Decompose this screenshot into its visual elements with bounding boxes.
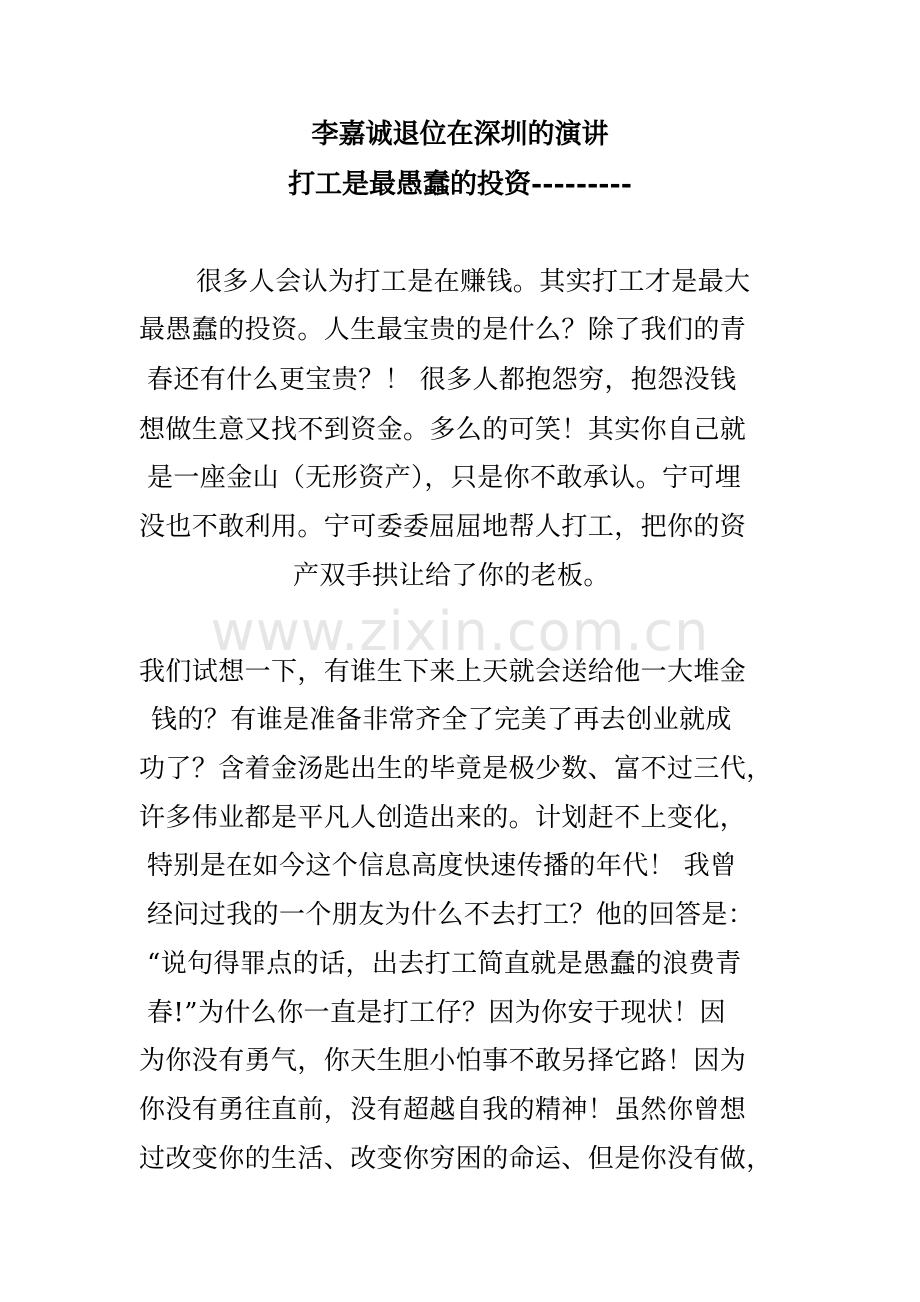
paragraph-2-line-5: 特别是在如今这个信息高度快速传播的年代！ 我曾 [147,851,737,881]
paragraph-2-line-8: 春!”为什么你一直是打工仔？因为你安于现状！因 [147,998,726,1028]
paragraph-2-line-11: 过改变你的生活、改变你穷困的命运、但是你没有做， [139,1144,773,1174]
document-subtitle: 打工是最愚蠢的投资--------- [288,169,632,200]
paragraph-2-line-4: 许多伟业都是平凡人创造出来的。计划赶不上变化， [139,803,747,833]
paragraph-1-line-1: 很多人会认为打工是在赚钱。其实打工才是最大 [196,267,751,297]
paragraph-1-line-2: 最愚蠢的投资。人生最宝贵的是什么？除了我们的青 [139,315,747,345]
paragraph-1-line-3: 春还有什么更宝贵？！ 很多人都抱怨穷，抱怨没钱 [147,365,737,395]
paragraph-1-line-6: 没也不敢利用。宁可委委屈屈地帮人打工，把你的资 [139,512,747,542]
paragraph-2-line-7: “说句得罪点的话，出去打工简直就是愚蠢的浪费青 [147,949,742,979]
watermark: www.zixin.com.cn [210,600,710,663]
paragraph-2-line-1: 我们试想一下，有谁生下来上天就会送给他一大堆金 [139,657,747,687]
paragraph-2-line-9: 为你没有勇气，你天生胆小怕事不敢另择它路！因为 [139,1046,747,1076]
paragraph-2-line-6: 经问过我的一个朋友为什么不去打工？他的回答是： [147,900,755,930]
paragraph-1-line-4: 想做生意又找不到资金。多么的可笑！其实你自己就 [139,415,747,445]
document-title: 李嘉诚退位在深圳的演讲 [311,119,609,150]
paragraph-2-line-10: 你没有勇往直前，没有超越自我的精神！虽然你曾想 [139,1095,747,1125]
paragraph-2-line-3: 功了？含着金汤匙出生的毕竟是极少数、富不过三代， [139,754,773,784]
paragraph-1-line-7: 产双手拱让给了你的老板。 [293,561,610,591]
paragraph-1-line-5: 是一座金山（无形资产），只是你不敢承认。宁可埋 [147,463,742,493]
paragraph-2-line-2: 钱的？有谁是准备非常齐全了完美了再去创业就成 [151,705,732,735]
